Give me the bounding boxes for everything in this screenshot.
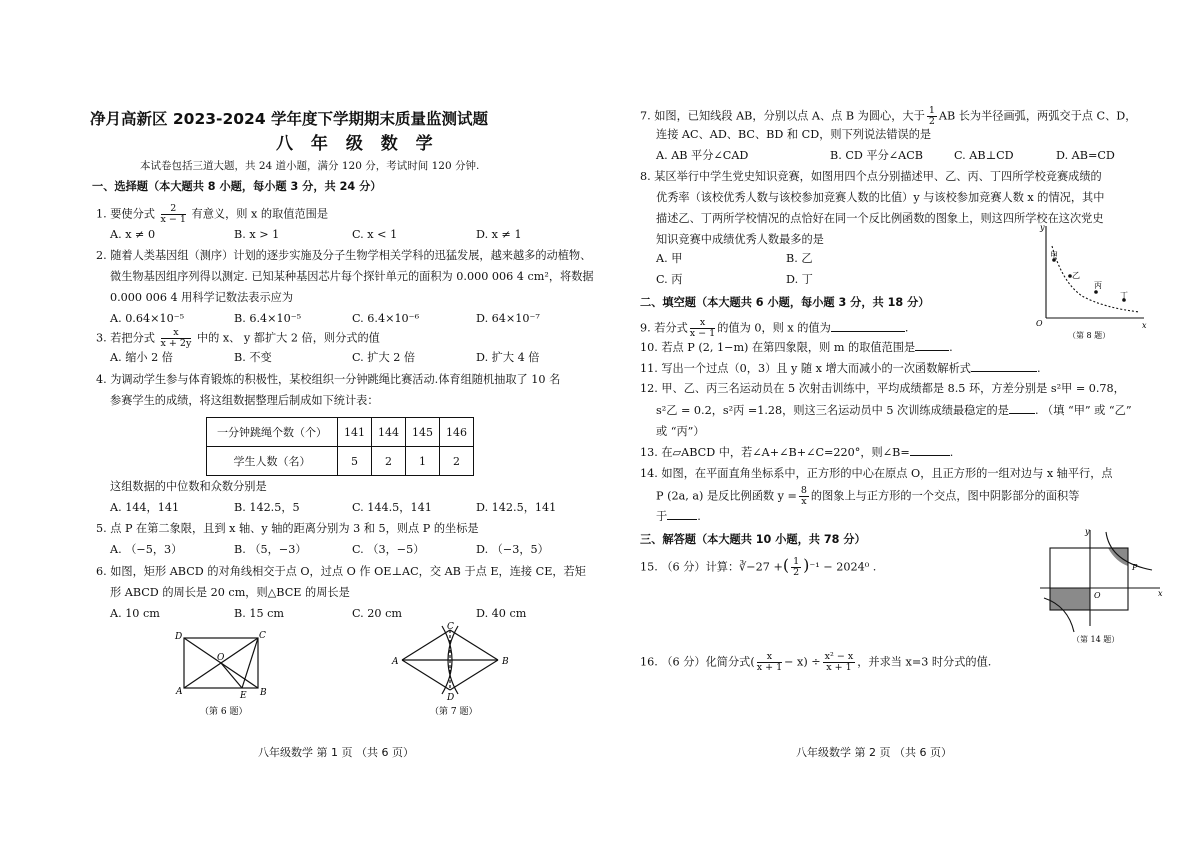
q8-option-d: D. 丁 [786,273,813,286]
point-label: 丙 [1094,281,1102,290]
question-14-line-2: P (2a, a) 是反比例函数 y = $\frac{8}{x}$ 的图象上与正方形的一个交点，图中阴影部分的面积等 [656,485,1080,507]
section-3-heading: 三、解答题（本大题共 10 小题，共 78 分） [640,533,866,546]
exam-title: 净月高新区 2023-2024 学年度下学期期末质量监测试题 [90,110,489,128]
table-row [207,447,474,476]
q1-option-c: C. x < 1 [352,228,398,241]
question-2-line-1: 2. 随着人类基因组（测序）计划的逐步实施及分子生物学相关学科的迅猛发展，越来越多的动植物、 [96,249,592,262]
label-B: B [502,657,509,667]
q6-option-a: A. 10 cm [110,607,160,620]
figure-6-rectangle [170,628,280,717]
figure-7-caption: （第 7 题） [430,707,478,717]
fraction: $\frac{8}{x}$ [800,485,807,507]
table-row [207,418,474,447]
point-label: 甲 [1050,251,1058,260]
q2-option-c: C. 6.4×10⁻⁶ [352,312,420,325]
table-cell: 145 [406,418,440,447]
axis-x-label: x [1142,321,1147,330]
figure-6-caption: （第 6 题） [200,707,248,717]
table-header-count: 一分钟跳绳个数（个） [207,418,338,447]
q1-option-b: B. x > 1 [234,228,280,241]
label-C: C [447,622,454,632]
label-O: O [217,653,225,663]
question-1: 1. 要使分式 $\frac{2}{x - 1}$ 有意义，则 x 的取值范围是 [96,203,329,225]
q8-option-b: B. 乙 [786,252,813,265]
section-2-heading: 二、填空题（本大题共 6 小题，每小题 3 分，共 18 分） [640,296,930,309]
table-cell: 5 [338,447,372,476]
question-12-line-3: 或 “丙”） [656,425,705,438]
q4-option-a: A. 144，141 [110,501,180,514]
question-9: 9. 若分式 $\frac{x}{x - 1}$ 的值为 0，则 x 的值为 . [640,317,909,339]
figure-8-caption: （第 8 题） [1068,331,1111,340]
question-8-line-1: 8. 某区举行中学生党史知识竞赛，如图用四个点分别描述甲、乙、丙、丁四所学校竞赛成绩的 [640,170,1102,183]
question-11: 11. 写出一个过点（0，3）且 y 随 x 增大而减小的一次函数解析式 . [640,362,1041,375]
section-1-heading: 一、选择题（本大题共 8 小题，每小题 3 分，共 24 分） [92,180,382,193]
q6-option-b: B. 15 cm [234,607,284,620]
axis-y-label: y [1085,527,1090,536]
page-1-footer: 八年级数学 第 1 页 （共 6 页） [258,746,414,759]
q1-option-a: A. x ≠ 0 [110,228,156,241]
axis-x-label: x [1158,589,1163,598]
fraction: $\frac{x}{x + 1}$ [756,651,783,673]
question-4-line-1: 4. 为调动学生参与体育锻炼的积极性，某校组织一分钟跳绳比赛活动.体育组随机抽取了 10 名 [96,373,561,386]
q7-option-b: B. CD 平分∠ACB [830,149,924,162]
question-2-line-3: 0.000 006 4 用科学记数法表示应为 [110,291,294,304]
q5-option-d: D. （−3，5） [476,543,549,556]
answer-blank [667,519,697,520]
q8-option-a: A. 甲 [656,252,683,265]
question-6-line-2: 形 ABCD 的周长是 20 cm，则△BCE 的周长是 [110,586,350,599]
q4-option-b: B. 142.5，5 [234,501,300,514]
question-4-line-2: 参赛学生的成绩，将这组数据整理后制成如下统计表： [110,394,379,407]
table-header-students: 学生人数（名） [207,447,338,476]
table-cell: 1 [406,447,440,476]
answer-blank [915,350,949,351]
q7-option-c: C. AB⊥CD [954,149,1014,162]
question-12-line-1: 12. 甲、乙、丙三名运动员在 5 次射击训练中，平均成绩都是 8.5 环，方差分别是 s²甲 = 0.78， [640,382,1125,395]
fraction: $\frac{x}{x - 1}$ [689,317,716,339]
q3-option-a: A. 缩小 2 倍 [110,351,173,364]
label-D: D [175,632,183,642]
q1-option-d: D. x ≠ 1 [476,228,522,241]
page-2-footer: 八年级数学 第 2 页 （共 6 页） [796,746,952,759]
q3-option-d: D. 扩大 4 倍 [476,351,540,364]
table-cell: 146 [440,418,474,447]
question-10: 10. 若点 P (2, 1−m) 在第四象限，则 m 的取值范围是 . [640,341,953,354]
fraction: $\frac{1}{2}$ [928,105,935,127]
q5-option-c: C. （3，−5） [352,543,425,556]
question-2-line-2: 微生物基因组序列得以测定. 已知某种基因芯片每个探针单元的面积为 0.000 006 4 cm²，将数据 [110,270,594,283]
origin-label: O [1094,591,1101,600]
q3-option-b: B. 不变 [234,351,272,364]
figure-14-square-graph [1040,526,1170,646]
question-4-line-3: 这组数据的中位数和众数分别是 [110,480,267,493]
point-label: 乙 [1072,271,1080,280]
fraction: $\frac{1}{2}$ [793,556,800,578]
question-5: 5. 点 P 在第二象限，且到 x 轴、y 轴的距离分别为 3 和 5，则点 P 的坐标是 [96,522,479,535]
answer-blank [831,331,905,332]
answer-blank [910,455,950,456]
point-P-label: P [1132,563,1138,572]
q2-option-b: B. 6.4×10⁻⁵ [234,312,302,325]
jump-rope-table [206,417,474,476]
table-cell: 141 [338,418,372,447]
table-cell: 2 [372,447,406,476]
table-cell: 144 [372,418,406,447]
question-14-line-3: 于 . [656,510,701,523]
question-8-line-4: 知识竞赛中成绩优秀人数最多的是 [656,233,824,246]
q4-option-c: C. 144.5，141 [352,501,432,514]
label-B: B [260,688,267,698]
fraction: $\frac{2}{x - 1}$ [160,203,186,225]
label-E: E [240,691,247,701]
q3-option-c: C. 扩大 2 倍 [352,351,416,364]
question-15: 15. （6 分）计算：∛−27 +( $\frac{1}{2}$ )⁻¹ − 2024⁰ . [640,555,877,578]
q5-option-b: B. （5，−3） [234,543,307,556]
question-7-line-1: 7. 如图，已知线段 AB，分别以点 A、点 B 为圆心，大于 $\frac{1}{2}$ AB 长为半径画弧，两弧交于点 C、D， [640,105,1137,127]
q7-option-d: D. AB=CD [1056,149,1115,162]
figure-14-caption: （第 14 题） [1072,635,1120,644]
exam-subtitle: 八 年 级 数 学 [276,134,439,154]
label-C: C [259,631,266,641]
q4-option-d: D. 142.5，141 [476,501,557,514]
label-A: A [392,657,399,667]
q6-option-c: C. 20 cm [352,607,402,620]
exam-intro: 本试卷包括三道大题，共 24 道小题，满分 120 分，考试时间 120 分钟. [140,160,480,172]
label-D: D [447,693,455,703]
label-A: A [176,687,183,697]
question-3: 3. 若把分式 $\frac{x}{x + 2y}$ 中的 x、 y 都扩大 2 倍，则分式的值 [96,327,380,349]
question-6-line-1: 6. 如图，矩形 ABCD 的对角线相交于点 O，过点 O 作 OE⊥AC，交 AB 于点 E，连接 CE，若矩 [96,565,586,578]
exam-page-2 [600,0,1200,847]
answer-blank [1009,413,1035,414]
question-8-line-3: 描述乙、丁两所学校情况的点恰好在同一个反比例函数的图象上，则这四所学校在这次党史 [656,212,1104,225]
question-8-line-2: 优秀率（该校优秀人数与该校参加竞赛人数的比值）y 与该校参加竞赛人数 x 的情况，其中 [656,191,1105,204]
q6-option-d: D. 40 cm [476,607,527,620]
q2-option-d: D. 64×10⁻⁷ [476,312,540,325]
axis-y-label: y [1040,223,1045,232]
q8-option-c: C. 丙 [656,273,683,286]
question-7-line-2: 连接 AC、AD、BC、BD 和 CD，则下列说法错误的是 [656,128,932,141]
q2-option-a: A. 0.64×10⁻⁵ [110,312,185,325]
fraction: $\frac{\text{x² − x}}{x + 1}$ [824,651,854,673]
question-16: 16. （6 分）化简分式( $\frac{x}{x + 1}$ − x) ÷ $\frac{\text{x² − x}}{x + 1}$ ，并求当 x=3 时分式的值. [640,651,992,673]
figure-7-construction [390,622,520,717]
answer-blank [971,371,1037,372]
origin-label: O [1036,319,1043,328]
figure-8-graph [1028,222,1148,342]
question-12-line-2: s²乙 = 0.2，s²丙 =1.28，则这三名运动员中 5 次训练成绩最稳定的是 . （填 “甲” 或 “乙” [656,404,1132,417]
point-label: 丁 [1120,291,1128,300]
q5-option-a: A. （−5，3） [110,543,183,556]
fraction: $\frac{x}{x + 2y}$ [160,327,192,349]
table-cell: 2 [440,447,474,476]
q7-option-a: A. AB 平分∠CAD [656,149,749,162]
question-14-line-1: 14. 如图，在平面直角坐标系中，正方形的中心在原点 O，且正方形的一组对边与 x 轴平行，点 [640,467,1113,480]
question-13: 13. 在▱ABCD 中，若∠A+∠B+∠C=220°，则∠B= . [640,446,954,459]
